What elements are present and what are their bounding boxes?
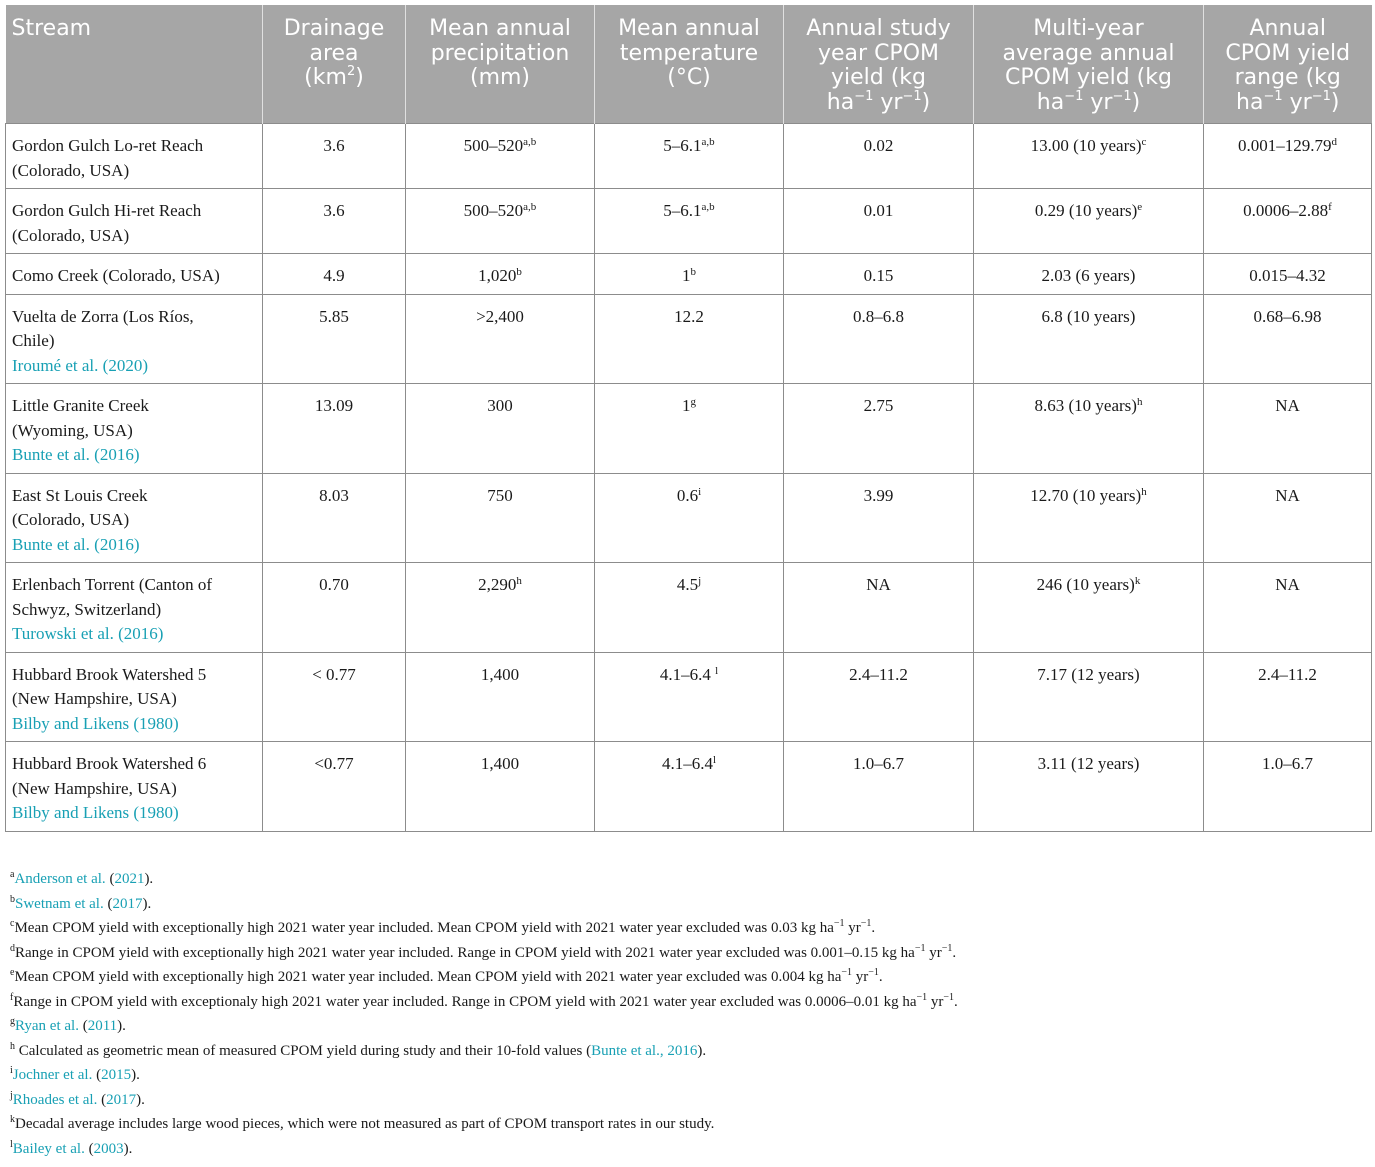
temperature-cell-value: 12.2 [674,306,704,326]
footnote-citation-year[interactable]: 2011 [87,1018,118,1034]
footnote-mark: k [1134,575,1141,587]
citation-link[interactable]: Bilby and Likens (1980) [12,713,179,733]
multi-year-yield-cell-value: 13.00 (10 years) [1030,136,1142,155]
temperature-cell [595,742,784,832]
drainage-area-cell [263,124,406,189]
stream-location: (Wyoming, USA) [12,420,133,440]
footnote-citation[interactable]: Rhoades et al. [12,1091,98,1108]
footnote-close: ). [142,895,152,912]
footnote-citation-year[interactable]: 2017 [106,1091,137,1108]
precipitation-cell-value: 1,400 [480,754,520,773]
temperature-cell-value: 1 [682,396,691,415]
footnote: $^j$Rhoades et al. (2017). [10,1089,145,1108]
table-body [6,124,1372,832]
temperature-cell-value: 4.1–6.4 [661,754,713,773]
yield-range-cell [1204,473,1372,563]
multi-year-yield-cell [974,189,1204,254]
footnote-citation[interactable]: Anderson et al. [14,871,106,887]
footnote [10,1039,1360,1064]
footnote-end: . [878,969,883,985]
multi-year-yield-cell-value: 2.03 (6 years) [1041,266,1136,285]
footnote-text: Range in CPOM yield with exceptionally high 2021 water year included. Range in CPOM yield with 2021 water year excluded was 0.001–0.15 kg ha [15,944,915,961]
citation-year: 1980 [139,713,174,733]
annual-yield-cell [784,294,974,384]
citation-link[interactable]: Turowski et al. (2016) [12,624,164,643]
multi-year-yield-cell [974,563,1204,653]
temperature-cell [595,473,784,563]
drainage-area-cell-value: 3.6 [323,136,345,155]
table-footnotes [10,867,1360,1161]
precipitation-cell-value: 2,290 [478,575,517,594]
footnote-mark: a,b [701,136,715,148]
table-row [6,563,1372,653]
stream-name: Gordon Gulch Lo-ret Reach [12,136,204,155]
citation-authors: Turowski et al. [12,624,114,643]
temperature-cell [595,652,784,742]
multi-year-yield-cell [974,652,1204,742]
drainage-area-cell-value: 5.85 [319,306,349,326]
annual-yield-cell-value: 0.8–6.8 [853,306,904,326]
stream-location: (Colorado, USA) [12,160,130,180]
drainage-area-cell-value: <0.77 [314,754,354,773]
footnote-exp: −1 [860,918,872,929]
drainage-area-cell [263,294,406,384]
temperature-cell [595,189,784,254]
temperature-cell [595,294,784,384]
yield-range-cell-value: 0.015–4.32 [1249,266,1326,285]
drainage-area-cell-value: 13.09 [314,396,354,415]
multi-year-yield-cell-value: 12.70 (10 years) [1030,485,1142,505]
stream-cell [6,473,263,563]
citation-year: 2020 [108,355,143,375]
footnote-text: Range in CPOM yield with exceptionaly high 2021 water year included. Range in CPOM yield with 2021 water year excluded was 0.0006–0.01 kg ha [13,993,917,1010]
table-row [6,652,1372,742]
drainage-area-cell-value: 0.70 [319,575,349,594]
footnote-mark: a,b [523,136,537,148]
footnote-letter: l [10,1138,13,1150]
multi-year-yield-cell [974,473,1204,563]
footnote-close: ). [697,1042,707,1059]
drainage-area-cell [263,473,406,563]
header-precipitation: Mean annual precipitation (mm) [406,5,595,124]
footnote-mark: l [715,664,719,677]
footnote-letter: h [10,1040,15,1052]
citation-link[interactable]: Bunte et al. (2016) [12,445,140,464]
yield-range-cell [1204,384,1372,474]
stream-location: (New Hampshire, USA) [12,778,177,798]
table-row [6,742,1372,832]
footnote-citation[interactable]: Bailey et al. [12,1140,85,1157]
stream-cell [6,563,263,653]
footnote-letter: b [10,893,15,905]
annual-yield-cell [784,563,974,653]
table-row [6,254,1372,295]
multi-year-yield-cell [974,124,1204,189]
stream-location: Chile) [12,331,55,350]
yield-range-cell-value: 0.001–129.79 [1238,136,1332,155]
table-row [6,384,1372,474]
drainage-area-cell [263,742,406,832]
stream-name: Hubbard Brook Watershed 6 [12,754,207,773]
precipitation-cell-value: >2,400 [476,306,524,326]
footnote-letter: a [10,869,15,880]
table-row [6,124,1372,189]
footnote-end: . [871,920,876,936]
multi-year-yield-cell-value: 3.11 (12 years) [1037,754,1140,773]
footnote-exp: −1 [941,942,953,954]
footnote [10,941,1360,966]
footnote [10,965,1360,990]
footnote-citation[interactable]: Ryan et al. [15,1018,79,1034]
multi-year-yield-cell [974,254,1204,295]
footnote-mark: i [698,485,702,498]
header-drainage-area: Drainage area $(km^2)$ [263,5,406,124]
precipitation-cell [406,189,595,254]
footnote-mark: b [690,266,696,278]
footnote-mark: d [1331,136,1337,148]
table-row [6,294,1372,384]
citation-year: 2016 [99,445,134,464]
annual-yield-cell-value: 1.0–6.7 [853,754,904,773]
footnote-end: . [954,993,958,1010]
header-annual-yield: Annual study year CPOM yield (kg $ha^{-1}$ $yr^{-1}$) [784,5,974,124]
cpom-table [5,5,1372,832]
footnote-exp: −1 [833,918,845,929]
footnote-mark: e [1137,201,1143,213]
footnote-unit: yr [927,993,944,1010]
precipitation-cell [406,384,595,474]
annual-yield-cell-value: 0.02 [863,136,894,155]
drainage-area-cell [263,563,406,653]
drainage-area-cell [263,254,406,295]
table-row [6,473,1372,563]
footnote: $^a$Anderson et al. (2021). [10,869,154,887]
multi-year-yield-cell-value: 6.8 (10 years) [1041,306,1136,326]
footnote-letter: d [10,942,15,954]
footnote-close: ). [131,1067,140,1083]
footnote-letter: k [10,1114,15,1125]
annual-yield-cell [784,473,974,563]
footnote-text: Mean CPOM yield with exceptionally high 2021 water year included. Mean CPOM yield with 2021 water year excluded was 0.004 kg ha [14,969,842,985]
yield-range-cell [1204,742,1372,832]
drainage-area-cell [263,384,406,474]
footnote-letter: f [10,991,14,1003]
drainage-area-cell [263,189,406,254]
precipitation-cell-value: 500–520 [463,201,524,220]
citation-year: 2016 [123,624,158,643]
citation-year: 1980 [139,803,174,822]
footnote-mark: g [690,396,696,408]
footnote-mark: h [1141,485,1147,498]
footnote-citation[interactable]: Swetnam et al. [15,895,104,912]
precipitation-cell-value: 300 [487,396,513,415]
annual-yield-cell [784,742,974,832]
footnote-unit: yr [844,920,861,936]
footnote-citation-year[interactable]: 2017 [112,895,143,912]
precipitation-cell [406,563,595,653]
footnote-citation-year[interactable]: 2003 [93,1140,124,1157]
temperature-cell [595,124,784,189]
citation-authors: Bilby and Likens [12,803,130,822]
citation-link[interactable]: Iroumé et al. (2020) [12,355,148,375]
drainage-area-cell [263,652,406,742]
footnote: $^i$Jochner et al. (2015). [10,1065,140,1083]
multi-year-yield-cell [974,294,1204,384]
footnote-letter: e [10,967,15,978]
footnote-unit: yr [925,944,942,961]
footnote-citation[interactable]: Bunte et al., 2016 [591,1042,698,1059]
annual-yield-cell [784,189,974,254]
multi-year-yield-cell-value: 8.63 (10 years) [1034,396,1137,415]
stream-name: East St Louis Creek [12,485,148,505]
footnote-mark: h [1136,396,1143,408]
header-multi-year-yield: Multi-year average annual CPOM yield (kg $ha^{-1}$ $yr^{-1}$) [974,5,1204,124]
yield-range-cell [1204,189,1372,254]
stream-cell [6,742,263,832]
stream-name: Hubbard Brook Watershed 5 [12,664,207,684]
yield-range-cell-value: NA [1275,485,1300,505]
footnote-citation-year[interactable]: 2021 [114,871,145,887]
footnote-unit: yr [852,969,869,985]
footnote-exp: −1 [914,942,926,954]
yield-range-cell-value: 1.0–6.7 [1262,754,1313,773]
footnote-close: ). [136,1091,145,1108]
multi-year-yield-cell [974,384,1204,474]
drainage-area-cell-value: 8.03 [319,485,349,505]
annual-yield-cell-value: 2.4–11.2 [849,664,908,684]
footnote-exp: −1 [868,967,879,978]
annual-yield-cell [784,124,974,189]
citation-authors: Bunte et al. [12,534,90,554]
precipitation-cell [406,473,595,563]
yield-range-cell-value: 2.4–11.2 [1258,664,1317,684]
temperature-cell-value: 4.1–6.4 [659,664,716,684]
yield-range-cell-value: 0.68–6.98 [1253,306,1322,326]
footnote [10,990,1360,1015]
annual-yield-cell-value: NA [866,575,891,594]
footnote-mark: j [698,575,702,587]
citation-link[interactable]: Bunte et al. (2016) [12,534,140,554]
yield-range-cell [1204,652,1372,742]
precipitation-cell-value: 750 [487,485,513,505]
annual-yield-cell-value: 0.15 [863,266,894,285]
annual-yield-cell [784,652,974,742]
yield-range-cell [1204,124,1372,189]
footnote-citation[interactable]: Jochner et al. [12,1067,93,1083]
citation-authors: Iroumé et al. [12,355,99,375]
footnote-mark: b [516,266,522,278]
multi-year-yield-cell-value: 7.17 (12 years) [1037,664,1140,684]
stream-cell [6,384,263,474]
footnote-mark: f [1328,201,1332,213]
footnote-mark: c [1141,136,1147,148]
footnote-letter: i [10,1065,13,1076]
annual-yield-cell [784,384,974,474]
stream-location: (New Hampshire, USA) [12,689,177,708]
yield-range-cell [1204,254,1372,295]
annual-yield-cell-value: 3.99 [863,485,894,505]
precipitation-cell [406,254,595,295]
annual-yield-cell [784,254,974,295]
footnote-exp: −1 [916,991,928,1003]
multi-year-yield-cell-value: 246 (10 years) [1036,575,1135,594]
drainage-area-cell-value: 3.6 [323,201,345,220]
precipitation-cell [406,742,595,832]
multi-year-yield-cell-value: 0.29 (10 years) [1034,201,1138,220]
footnote-text: Calculated as geometric mean of measured CPOM yield during study and their 10-fold values ( [15,1042,592,1059]
stream-name: Como Creek (Colorado, USA) [12,266,220,285]
drainage-area-cell-value: 4.9 [323,266,345,285]
stream-name: Erlenbach Torrent (Canton of [12,575,213,594]
header-stream: Stream [6,5,263,124]
footnote-exp: −1 [943,991,955,1003]
footnote-letter: j [10,1089,13,1101]
footnote-close: ). [123,1140,133,1157]
footnote-exp: −1 [841,967,852,978]
footnote [10,916,1360,941]
stream-name: Vuelta de Zorra (Los Ríos, [12,306,194,326]
stream-name: Gordon Gulch Hi-ret Reach [12,201,202,220]
yield-range-cell-value: 0.0006–2.88 [1243,201,1329,220]
header-row [6,5,1372,124]
drainage-area-cell-value: < 0.77 [312,664,356,684]
temperature-cell-value: 5–6.1 [663,136,702,155]
precipitation-cell [406,652,595,742]
stream-location: (Colorado, USA) [12,510,130,529]
citation-link[interactable]: Bilby and Likens (1980) [12,803,179,822]
footnote: $^g$Ryan et al. (2011). [10,1016,126,1034]
temperature-cell-value: 1 [682,266,691,285]
stream-location: (Colorado, USA) [12,225,130,245]
temperature-cell-value: 5–6.1 [663,201,702,220]
stream-name: Little Granite Creek [12,396,149,415]
yield-range-cell [1204,563,1372,653]
yield-range-cell-value: NA [1275,575,1300,594]
yield-range-cell [1204,294,1372,384]
footnote-close: ). [117,1018,126,1034]
footnote-end: . [952,944,957,961]
footnote-mark: a,b [701,201,715,213]
citation-year: 2016 [99,534,134,554]
temperature-cell [595,384,784,474]
annual-yield-cell-value: 0.01 [863,201,894,220]
stream-cell [6,124,263,189]
precipitation-cell-value: 500–520 [463,136,524,155]
footnote: $^l$Bailey et al. (2003). [10,1138,133,1157]
footnote-letter: c [10,918,15,929]
stream-cell [6,294,263,384]
footnote-text: Decadal average includes large wood pieces, which were not measured as part of CPOM transport rates in our study. [15,1116,715,1132]
precipitation-cell [406,124,595,189]
annual-yield-cell-value: 2.75 [863,396,894,415]
footnote-mark: a,b [523,201,537,213]
footnote: $^b$Swetnam et al. (2017). [10,893,152,912]
multi-year-yield-cell [974,742,1204,832]
footnote-mark: h [516,575,522,587]
footnote-text: Mean CPOM yield with exceptionally high 2021 water year included. Mean CPOM yield with 2021 water year excluded was 0.03 kg ha [14,920,834,936]
citation-authors: Bunte et al. [12,445,90,464]
temperature-cell [595,563,784,653]
stream-cell [6,652,263,742]
footnote-close: ). [144,871,154,887]
footnote-citation-year[interactable]: 2015 [101,1067,132,1083]
stream-cell [6,189,263,254]
precipitation-cell-value: 1,020 [478,266,517,285]
header-temperature: Mean annual temperature (°C) [595,5,784,124]
stream-cell [6,254,263,295]
footnote-letter: g [10,1016,15,1027]
table-row [6,189,1372,254]
precipitation-cell-value: 1,400 [480,664,520,684]
citation-authors: Bilby and Likens [12,713,130,733]
temperature-cell-value: 0.6 [676,485,699,505]
temperature-cell [595,254,784,295]
stream-location: Schwyz, Switzerland) [12,599,162,619]
temperature-cell-value: 4.5 [676,575,699,594]
footnote-mark: l [712,754,717,766]
precipitation-cell [406,294,595,384]
footnote [10,1112,1360,1137]
header-yield-range: Annual CPOM yield range (kg $ha^{-1}$ $yr^{-1}$) [1204,5,1372,124]
yield-range-cell-value: NA [1275,396,1300,415]
